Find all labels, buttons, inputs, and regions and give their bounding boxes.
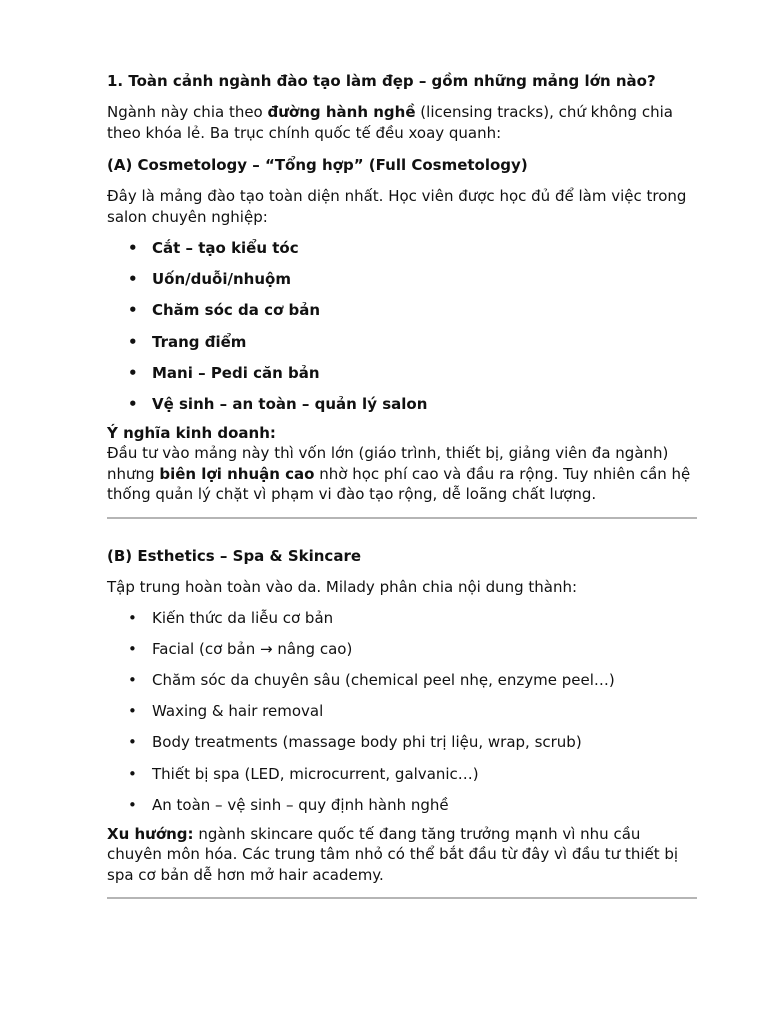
list-item <box>107 793 697 824</box>
intro-paragraph <box>107 102 697 144</box>
business-meaning-text: Đầu tư vào mảng này thì vốn lớn (giáo trình, thiết bị, giảng viên đa ngành) nhưng <box>107 444 669 483</box>
section-divider <box>107 897 697 899</box>
business-meaning-text-end: nhờ học phí cao và đầu ra rộng. Tuy nhiên cần hệ thống quản lý chặt vì phạm vi đào tạo rộng, dễ loãng chất lượng. <box>107 464 691 504</box>
list-item-text: Thiết bị spa (LED, microcurrent, galvanic…) <box>152 764 479 783</box>
list-item <box>107 330 697 361</box>
list-item-text: Waxing & hair removal <box>152 702 324 721</box>
document-body <box>107 70 697 899</box>
page-title: 1. Toàn cảnh ngành đào tạo làm đẹp – gồm những mảng lớn nào? <box>107 72 656 90</box>
list-item <box>107 392 697 423</box>
business-meaning-bold: biên lợi nhuận cao <box>159 464 315 483</box>
list-item-text: Vệ sinh – an toàn – quản lý salon <box>152 394 428 413</box>
section-b-title: (B) Esthetics – Spa & Skincare <box>107 546 362 565</box>
bullet-icon: • <box>128 301 138 320</box>
intro-text-end: (licensing tracks), chứ không chia theo khóa lẻ. Ba trục chính quốc tế đều xoay quanh: <box>107 103 673 142</box>
list-item <box>107 668 697 699</box>
bullet-icon: • <box>128 363 138 382</box>
intro-text: Ngành này chia theo <box>107 103 268 121</box>
list-item-text: Uốn/duỗi/nhuộm <box>152 270 291 289</box>
bullet-icon: • <box>128 270 138 289</box>
bullet-icon: • <box>128 764 137 783</box>
list-item <box>107 699 697 730</box>
section-a-description: Đây là mảng đào tạo toàn diện nhất. Học viên được học đủ để làm việc trong salon chuyên nghiệp: <box>107 187 687 226</box>
list-item-text: Facial (cơ bản → nâng cao) <box>152 639 353 658</box>
list-item-text: Chăm sóc da cơ bản <box>152 301 321 320</box>
bullet-icon: • <box>128 795 137 814</box>
section-a-list <box>107 236 697 423</box>
list-item <box>107 267 697 298</box>
bullet-icon: • <box>128 332 138 351</box>
bullet-icon: • <box>128 608 137 627</box>
list-item-text: Mani – Pedi căn bản <box>152 363 320 382</box>
list-item <box>107 606 697 637</box>
list-item-text: Chăm sóc da chuyên sâu (chemical peel nhẹ, enzyme peel…) <box>152 671 615 689</box>
business-meaning-title: Ý nghĩa kinh doanh: <box>107 424 276 443</box>
list-item-text: Kiến thức da liễu cơ bản <box>152 608 334 627</box>
trend-text: ngành skincare quốc tế đang tăng trưởng mạnh vì nhu cầu chuyên môn hóa. Các trung tâm nhỏ có thể bắt đầu từ đây vì đầu tư thiết bị spa cơ bản dễ hơn mở hair academy. <box>107 824 679 884</box>
list-item <box>107 730 697 761</box>
list-item <box>107 637 697 668</box>
list-item <box>107 236 697 267</box>
list-item-text: An toàn – vệ sinh – quy định hành nghề <box>152 795 449 814</box>
intro-bold: đường hành nghề <box>267 103 416 121</box>
trend-label: Xu hướng: <box>107 824 194 843</box>
list-item <box>107 762 697 793</box>
bullet-icon: • <box>128 733 137 752</box>
bullet-icon: • <box>128 671 137 689</box>
bullet-icon: • <box>128 702 137 721</box>
trend-paragraph <box>107 824 697 886</box>
business-meaning-paragraph <box>107 443 697 505</box>
bullet-icon: • <box>128 639 137 658</box>
bullet-icon: • <box>128 239 138 257</box>
section-b-list <box>107 606 697 824</box>
list-item <box>107 298 697 329</box>
list-item-text: Trang điểm <box>152 332 247 351</box>
list-item-text: Body treatments (massage body phi trị liệu, wrap, scrub) <box>152 733 582 752</box>
section-b-description: Tập trung hoàn toàn vào da. Milady phân chia nội dung thành: <box>107 577 578 596</box>
list-item <box>107 361 697 392</box>
section-a-title: (A) Cosmetology – “Tổng hợp” (Full Cosmetology) <box>107 156 528 174</box>
list-item-text: Cắt – tạo kiểu tóc <box>152 239 299 257</box>
bullet-icon: • <box>128 394 138 413</box>
